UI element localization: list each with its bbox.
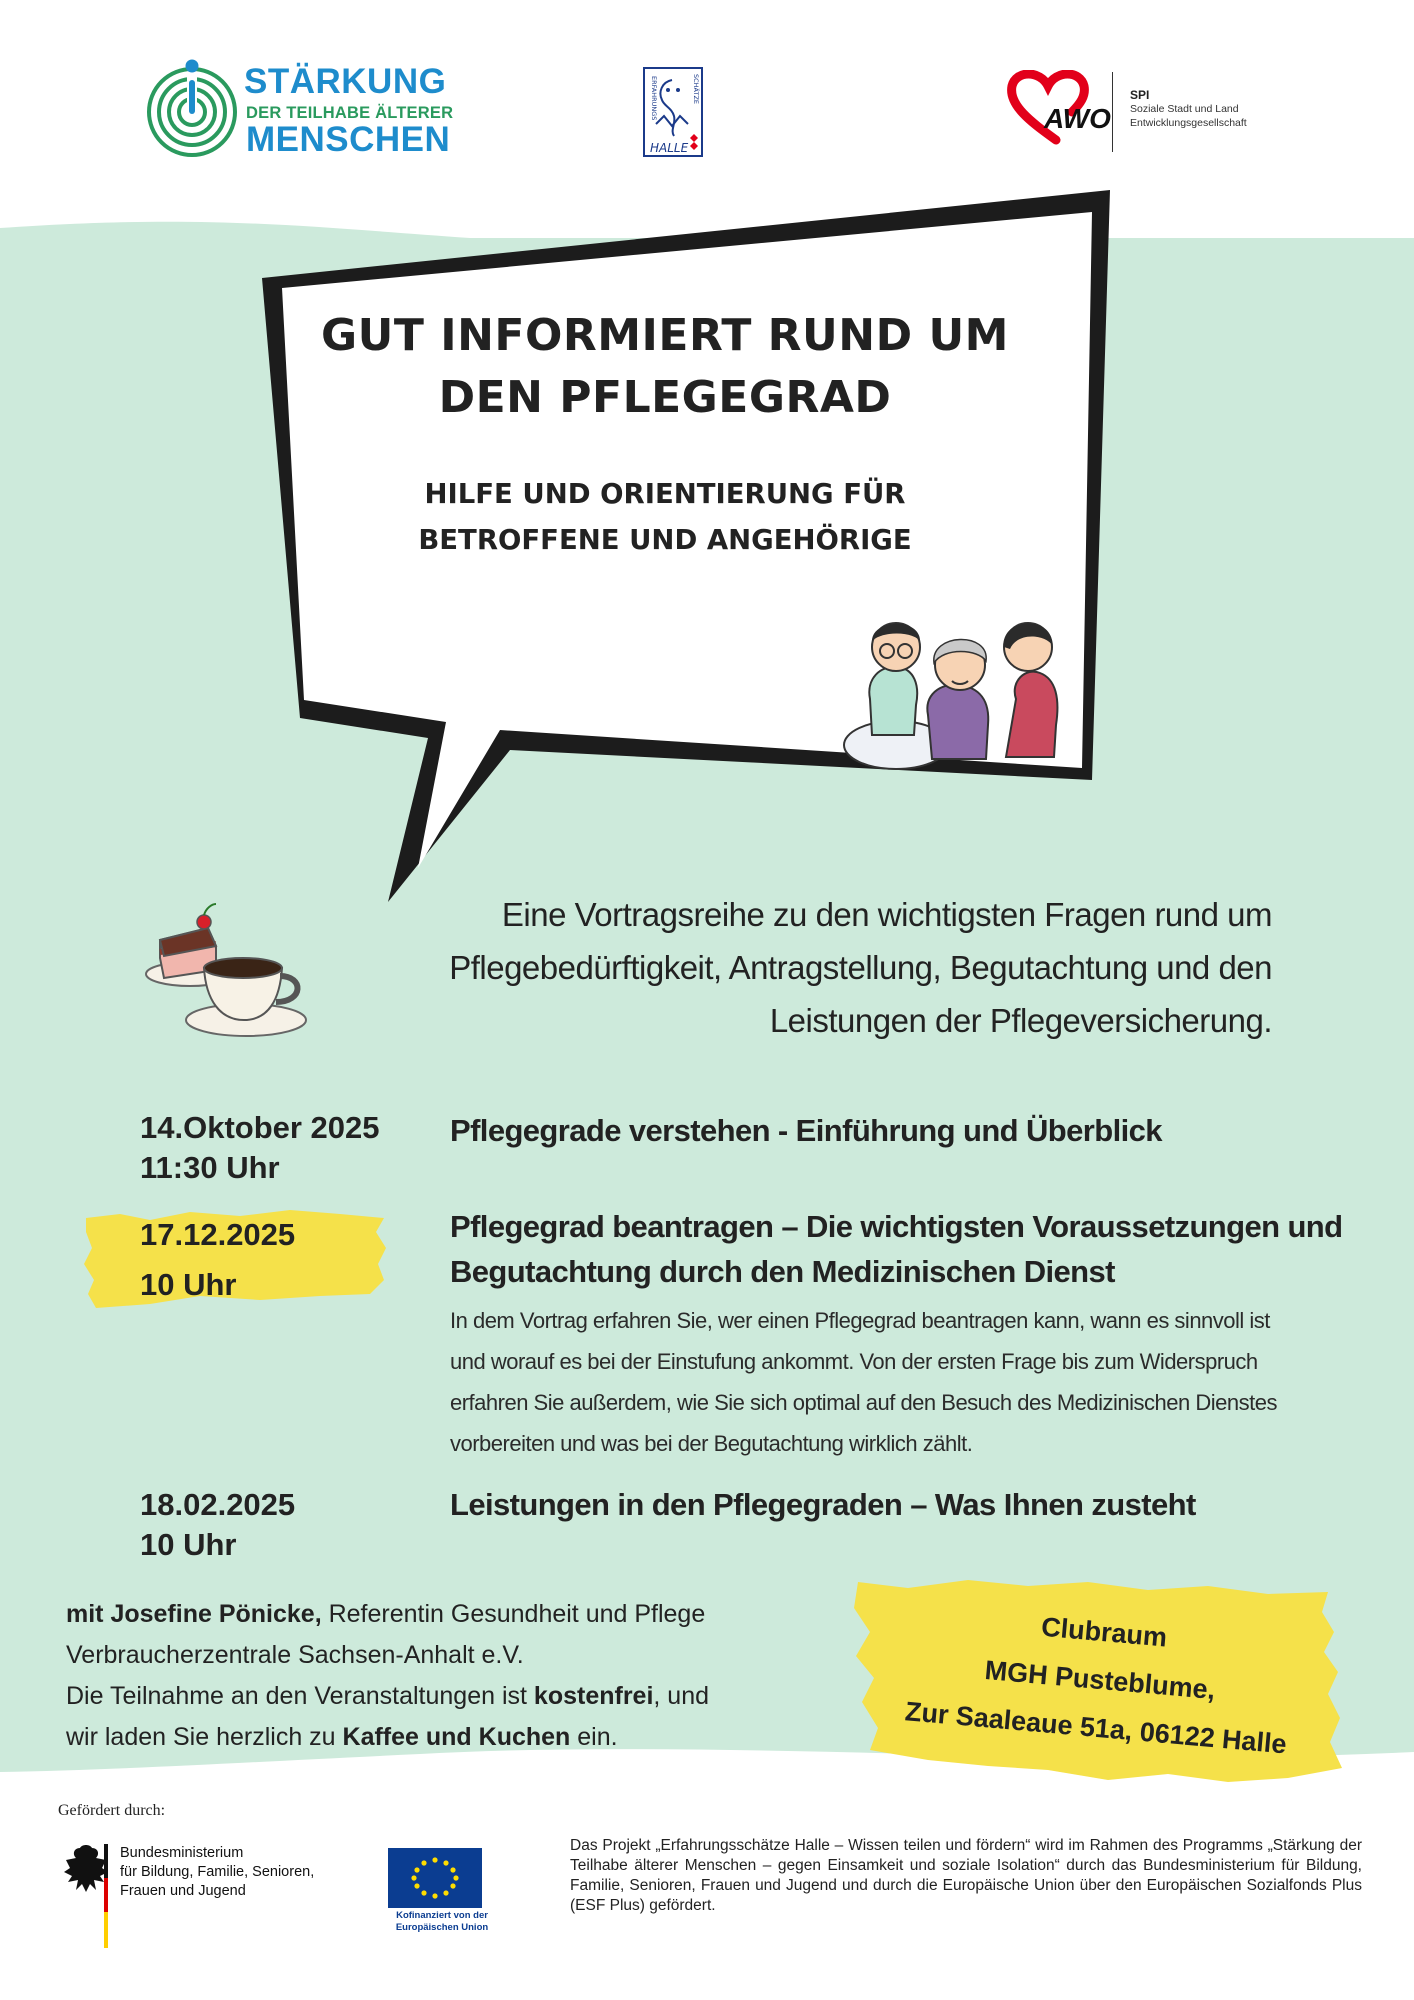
event-2-description bbox=[450, 1300, 1350, 1464]
event-2-time-text: 10 Uhr bbox=[140, 1267, 237, 1302]
event-3-time-text: 10 Uhr bbox=[140, 1527, 237, 1562]
fee-text-bold: kostenfrei bbox=[533, 1682, 654, 1710]
bmfsfj-text bbox=[120, 1844, 314, 1901]
caregivers-illustration bbox=[840, 595, 1070, 775]
cake-text-bold: Kaffee und Kuchen bbox=[342, 1723, 571, 1751]
eu-caption-line-2: Europäischen Union bbox=[395, 1922, 489, 1933]
intro-line-3: Leistungen der Pflegeversicherung. bbox=[769, 1002, 1272, 1039]
federal-eagle-icon bbox=[60, 1842, 116, 1952]
event-2-desc-line-4: vorbereiten und was bei der Begutachtung wirklich zählt. bbox=[450, 1431, 973, 1456]
bmfsfj-line-1: Bundesministerium bbox=[120, 1845, 244, 1861]
venue-line-1: Clubraum bbox=[1040, 1611, 1169, 1653]
intro-line-1: Eine Vortragsreihe zu den wichtigsten Fragen rund um bbox=[501, 896, 1272, 933]
funded-by-label: Gefördert durch: bbox=[58, 1802, 166, 1819]
event-1-date bbox=[140, 1108, 380, 1188]
subheadline-line-2: BETROFFENE UND ANGEHÖRIGE bbox=[418, 524, 912, 556]
eu-cofunding-logo bbox=[386, 1846, 498, 1942]
eu-caption bbox=[386, 1910, 498, 1934]
event-2-desc-line-1: In dem Vortrag erfahren Sie, wer einen Pflegegrad beantragen kann, wann es sinnvoll ist bbox=[450, 1308, 1270, 1333]
event-1-time-text: 11:30 Uhr bbox=[140, 1150, 280, 1185]
bmfsfj-line-3: Frauen und Jugend bbox=[120, 1883, 246, 1899]
fee-text-post: , und bbox=[653, 1682, 710, 1710]
event-2-date-text: 17.12.2025 bbox=[140, 1217, 296, 1252]
halle-logo-side-right: SCHÄTZE bbox=[692, 74, 700, 105]
speaker-info bbox=[66, 1594, 826, 1758]
event-2-title bbox=[450, 1204, 1350, 1294]
coffee-and-cake-illustration bbox=[142, 896, 314, 1044]
event-2-title-line-2: Begutachtung durch den Medizinischen Dienst bbox=[450, 1254, 1115, 1289]
spi-logo-line2: Entwicklungsgesellschaft bbox=[1130, 117, 1247, 129]
cake-line bbox=[66, 1717, 826, 1758]
speaker-organisation: Verbraucherzentrale Sachsen-Anhalt e.V. bbox=[66, 1641, 524, 1669]
bubble-text bbox=[300, 305, 1030, 563]
cake-text-pre: wir laden Sie herzlich zu bbox=[66, 1723, 343, 1751]
awo-logo-text: AWO bbox=[1044, 103, 1111, 134]
halle-logo-side-left: ERFAHRUNGS bbox=[650, 76, 658, 121]
event-2-desc-line-2: und worauf es bei der Einstufung ankommt. Von der ersten Frage bis zum Widerspruch bbox=[450, 1349, 1258, 1374]
event-2-desc-line-3: erfahren Sie außerdem, wie Sie sich optimal auf den Besuch des Medizinischen Dienstes bbox=[450, 1390, 1277, 1415]
speaker-role: Referentin Gesundheit und Pflege bbox=[321, 1600, 706, 1628]
venue-line-2: MGH Pusteblume, bbox=[983, 1654, 1217, 1706]
event-1-title: Pflegegrade verstehen - Einführung und Überblick bbox=[450, 1113, 1162, 1148]
subheadline bbox=[300, 471, 1030, 563]
intro-text bbox=[360, 888, 1272, 1047]
subheadline-line-1: HILFE UND ORIENTIERUNG FÜR bbox=[424, 478, 906, 510]
event-2-date bbox=[140, 1210, 295, 1310]
event-2-title-line-1: Pflegegrad beantragen – Die wichtigsten Voraussetzungen und bbox=[450, 1209, 1343, 1244]
speaker-line bbox=[66, 1594, 826, 1635]
bmfsfj-logo bbox=[60, 1842, 340, 1952]
headline-line-1: GUT INFORMIERT RUND UM bbox=[321, 310, 1009, 361]
headline bbox=[300, 305, 1030, 429]
eu-flag-icon bbox=[386, 1846, 498, 1910]
eu-caption-line-1: Kofinanziert von der bbox=[396, 1910, 488, 1921]
staerkung-logo-main: MENSCHEN bbox=[246, 120, 451, 159]
funding-footnote: Das Projekt „Erfahrungsschätze Halle – Wissen teilen und fördern“ wird im Rahmen des Programms „Stärkung der Teilhabe älterer Menschen – gegen Einsamkeit und soziale Isolation“ durch das Bundesministerium für Bildung, Familie, Senioren, Frauen und Jugend und durch die Europäische Union über den Europäischen Sozialfonds Plus (ESF Plus) gefördert. bbox=[570, 1837, 1362, 1914]
spi-logo-line1: Soziale Stadt und Land bbox=[1130, 103, 1239, 115]
staerkung-logo-title: STÄRKUNG bbox=[244, 62, 447, 101]
speaker-name: mit Josefine Pönicke, bbox=[66, 1600, 322, 1628]
staerkung-logo-subtitle: DER TEILHABE ÄLTERER bbox=[246, 104, 454, 122]
event-3-title: Leistungen in den Pflegegraden – Was Ihnen zusteht bbox=[450, 1487, 1196, 1522]
headline-line-2: DEN PFLEGEGRAD bbox=[438, 372, 892, 423]
fee-line bbox=[66, 1676, 826, 1717]
venue-line-3: Zur Saaleaue 51a, 06122 Halle bbox=[903, 1696, 1288, 1760]
intro-line-2: Pflegebedürftigkeit, Antragstellung, Begutachtung und den bbox=[449, 949, 1272, 986]
event-1-date-text: 14.Oktober 2025 bbox=[140, 1110, 380, 1145]
fee-text-pre: Die Teilnahme an den Veranstaltungen ist bbox=[66, 1682, 534, 1710]
bmfsfj-line-2: für Bildung, Familie, Senioren, bbox=[120, 1864, 315, 1880]
event-3-date-text: 18.02.2025 bbox=[140, 1487, 296, 1522]
halle-logo-bottom: HALLE bbox=[650, 141, 689, 155]
cake-text-post: ein. bbox=[570, 1723, 618, 1751]
spi-logo-title: SPI bbox=[1130, 88, 1150, 102]
event-3-date bbox=[140, 1485, 295, 1565]
